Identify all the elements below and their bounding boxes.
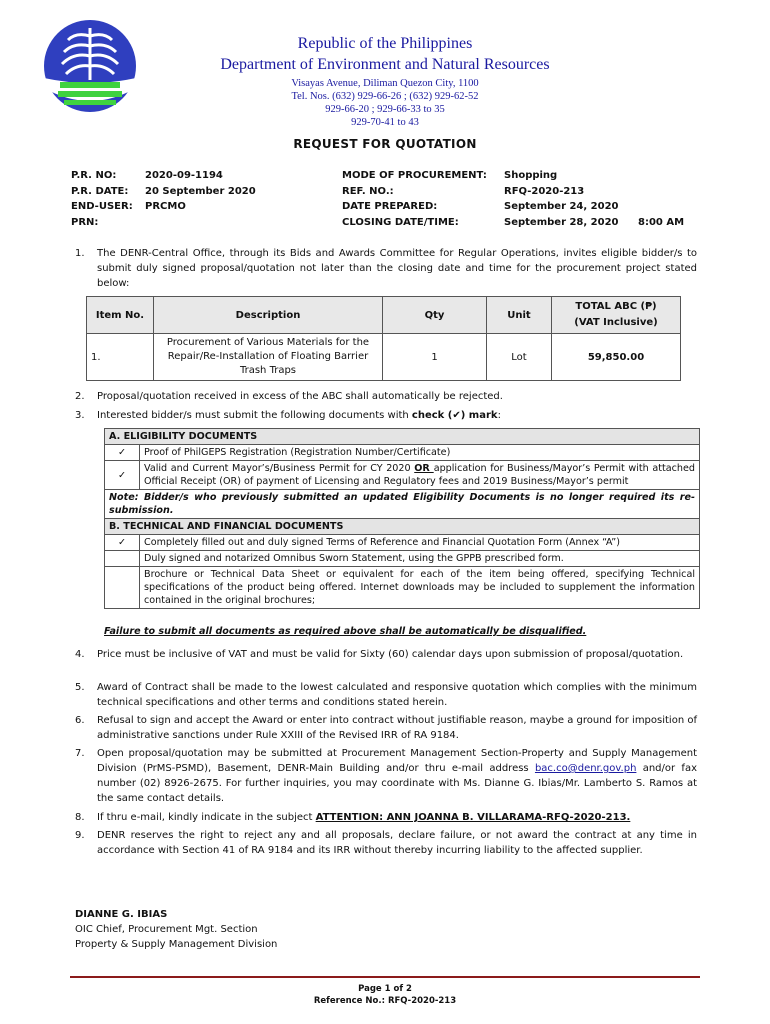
cell-item-no: 1.	[87, 334, 154, 381]
doc-terms-of-reference: Completely filled out and duly signed Terms of Reference and Financial Quotation Form (Annex “A”)	[140, 535, 700, 551]
header-address: Visayas Avenue, Diliman Quezon City, 1100	[291, 78, 479, 89]
meta-row	[71, 215, 321, 231]
failure-warning	[104, 626, 586, 637]
doc-mayors-permit-text: Valid and Current Mayor’s/Business Permit for CY 2020	[144, 463, 415, 474]
col-qty: Qty	[383, 297, 487, 334]
item-5-text: Award of Contract shall be made to the lowest calculated and responsive quotation which complies with the minimum technical specifications and other terms and conditions stated herein.	[97, 682, 697, 708]
section-a-row	[105, 429, 700, 445]
checkmark-icon: ✓	[105, 535, 140, 551]
doc-mayors-permit-text-2: application for Business/Mayor’s Permit with attached Official Receipt (OR) of payment of Licensing and Regulatory fees and 2019 Business/Mayor’s permit	[144, 463, 695, 487]
meta-value: 20 September 2020	[145, 185, 256, 197]
section-b-row	[105, 519, 700, 535]
meta-value: Shopping	[504, 170, 558, 181]
header-tel-1: Tel. Nos. (632) 929-66-26 ; (632) 929-62-52	[291, 91, 479, 102]
doc-omnibus: Duly signed and notarized Omnibus Sworn Statement, using the GPPB prescribed form.	[140, 551, 700, 567]
header-department: Department of Environment and Natural Resources	[220, 56, 550, 73]
meta-label: P.R. NO:	[71, 170, 117, 181]
meta-row	[71, 168, 321, 184]
item-4-number: 4.	[75, 649, 85, 660]
meta-value: 2020-09-1194	[145, 170, 223, 181]
doc-row	[105, 535, 700, 551]
signatory-title-1: OIC Chief, Procurement Mgt. Section	[75, 924, 258, 935]
meta-label: P.R. DATE:	[71, 185, 129, 197]
footer-page: Page 1 of 2	[358, 984, 412, 994]
meta-value: RFQ-2020-213	[504, 185, 585, 197]
item-6-text: Refusal to sign and accept the Award or enter into contract without justifiable reason, maybe a ground for imposition of administrative sanctions under Rule XXIII of the Revised IRR of RA 9184.	[97, 715, 697, 741]
meta-label: MODE OF PROCUREMENT:	[342, 170, 487, 181]
item-4-text: Price must be inclusive of VAT and must be valid for Sixty (60) calendar days upon submission of proposal/quotation.	[97, 649, 684, 660]
table-header-row	[87, 297, 681, 334]
empty-check-cell	[105, 567, 140, 609]
meta-label: DATE PREPARED:	[342, 201, 438, 212]
meta-row	[342, 168, 702, 184]
item-7-text-b: and/or fax number (02) 8926-2675. For further inquiries, you may coordinate with Ms. Dianne G. Ibias/Mr. Lamberto S. Ramos at the same contact details.	[97, 763, 697, 804]
col-description: Description	[154, 297, 383, 334]
cell-total: 59,850.00	[552, 334, 681, 381]
meta-row	[342, 199, 702, 215]
item-5-number: 5.	[75, 682, 85, 693]
documents-table	[104, 428, 700, 609]
header-country: Republic of the Philippines	[297, 35, 473, 52]
cell-description: Procurement of Various Materials for the Repair/Re-Installation of Floating Barrier Trash Traps	[154, 334, 383, 381]
checkmark-icon: ✓	[105, 461, 140, 490]
table-row	[87, 334, 681, 381]
item-3-number: 3.	[75, 410, 85, 421]
item-7-text	[97, 746, 697, 806]
item-2-number: 2.	[75, 391, 85, 402]
item-8-text	[97, 810, 697, 825]
page-title: REQUEST FOR QUOTATION	[293, 137, 477, 151]
col-item-no: Item No.	[87, 297, 154, 334]
doc-row	[105, 445, 700, 461]
item-8-attention: ATTENTION: ANN JOANNA B. VILLARAMA-RFQ-2020-213.	[315, 812, 631, 823]
meta-value: September 28, 2020	[504, 216, 619, 228]
cell-qty: 1	[383, 334, 487, 381]
header-tel-3: 929-70-41 to 43	[351, 117, 419, 128]
item-8-number: 8.	[75, 812, 85, 823]
item-3-text-c: :	[497, 410, 501, 421]
col-total-abc: TOTAL ABC (₱) (VAT Inclusive)	[552, 297, 681, 334]
meta-row	[342, 184, 702, 200]
doc-brochure: Brochure or Technical Data Sheet or equivalent for each of the item being offered, specifying Technical specifications of the product being offered. Internet downloads may be included to supplement the information contained in the original brochures;	[140, 567, 700, 609]
doc-row	[105, 461, 700, 490]
signatory	[75, 907, 277, 952]
quote-table	[86, 296, 681, 381]
email-link[interactable]: bac.co@denr.gov.ph	[534, 763, 637, 774]
item-2-text: Proposal/quotation received in excess of the ABC shall automatically be rejected.	[97, 391, 503, 402]
item-3-text	[97, 408, 697, 423]
item-8-text-a: If thru e-mail, kindly indicate in the subject	[97, 812, 316, 823]
footer-reference: Reference No.: RFQ-2020-213	[313, 996, 457, 1006]
doc-mayors-permit	[140, 461, 700, 490]
item-7-text-a: Open proposal/quotation may be submitted at Procurement Management Section-Property and Supply Management Division (PrMS-PSMD), Basement, DENR-Main Building and/or thru e-mail address	[97, 748, 697, 774]
item-6-number: 6.	[75, 715, 85, 726]
footer-divider	[70, 976, 700, 978]
item-1-text: The DENR-Central Office, through its Bids and Awards Committee for Regular Operations, invites eligible bidder/s to submit duly signed proposal/quotation not later than the closing date and time for the procurement project stated below:	[97, 248, 697, 289]
meta-row	[342, 215, 702, 231]
item-3-text-a: Interested bidder/s must submit the following documents with	[97, 410, 412, 421]
eligibility-note: Note: Bidder/s who previously submitted an updated Eligibility Documents is no longer required its re-submission.	[105, 490, 700, 519]
meta-label: END-USER:	[71, 201, 133, 212]
section-a-heading: A. ELIGIBILITY DOCUMENTS	[105, 429, 700, 445]
meta-right	[342, 168, 702, 230]
checkmark-icon: ✓	[105, 445, 140, 461]
doc-row	[105, 551, 700, 567]
meta-value: September 24, 2020	[504, 201, 619, 212]
note-row	[105, 490, 700, 519]
meta-value: PRCMO	[145, 201, 186, 212]
meta-row	[71, 199, 321, 215]
doc-row	[105, 567, 700, 609]
meta-label: CLOSING DATE/TIME:	[342, 216, 459, 228]
meta-label: PRN:	[71, 216, 99, 228]
section-b-heading: B. TECHNICAL AND FINANCIAL DOCUMENTS	[105, 519, 700, 535]
empty-check-cell	[105, 551, 140, 567]
item-3-check-mark-text: check (✔) mark	[411, 410, 498, 421]
doc-philgeps: Proof of PhilGEPS Registration (Registration Number/Certificate)	[140, 445, 700, 461]
item-9-text: DENR reserves the right to reject any and all proposals, declare failure, or not award the contract at any time in accordance with Section 41 of RA 9184 and its IRR without thereby incurring liability to the affected supplier.	[97, 830, 697, 856]
failure-warning-text: Failure to submit all documents as required above shall be automatically be disqualified.	[104, 626, 587, 637]
meta-label: REF. NO.:	[342, 185, 394, 197]
signatory-name: DIANNE G. IBIAS	[75, 909, 168, 920]
cell-unit: Lot	[487, 334, 552, 381]
item-7-number: 7.	[75, 748, 85, 759]
meta-row	[71, 184, 321, 200]
meta-extra: 8:00 AM	[638, 216, 685, 228]
signatory-title-2: Property & Supply Management Division	[75, 939, 278, 950]
doc-or-text: OR	[414, 463, 434, 474]
col-unit: Unit	[487, 297, 552, 334]
header-tel-2: 929-66-20 ; 929-66-33 to 35	[325, 104, 445, 115]
item-9-number: 9.	[75, 830, 85, 841]
item-1-number: 1.	[75, 248, 85, 259]
meta-left	[71, 168, 321, 230]
